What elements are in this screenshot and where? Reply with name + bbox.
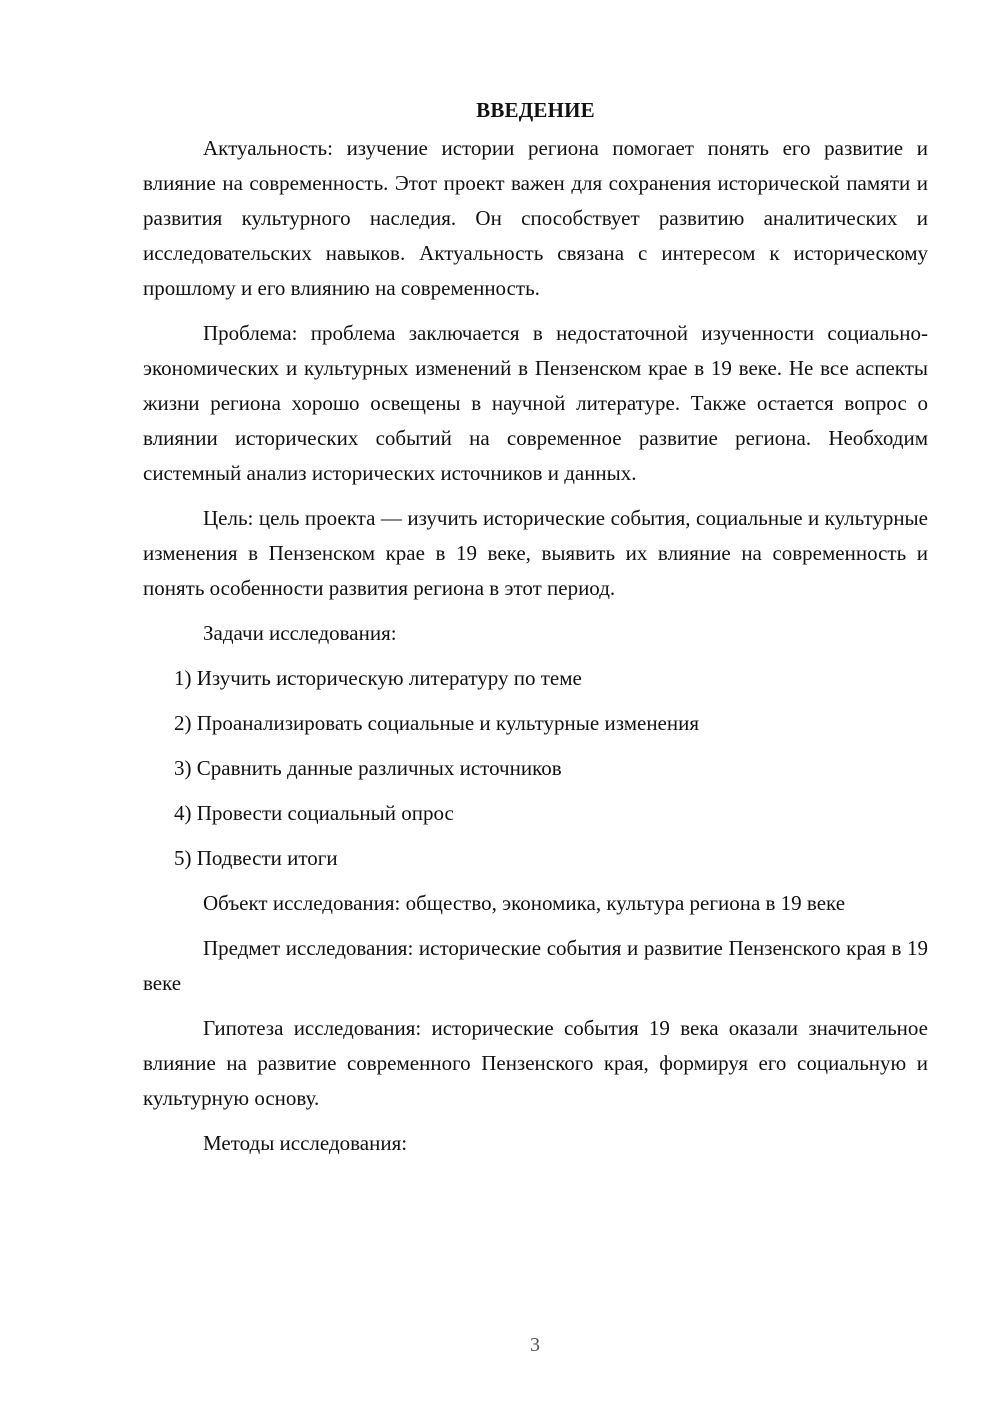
paragraph-problem: Проблема: проблема заключается в недостаточной изученности социально-экономических и культурных изменений в Пензенском крае в 19 веке. Не все аспекты жизни региона хорошо освещены в научной литературе. Также остается вопрос о влиянии исторических событий на современное развитие региона. Необходим системный анализ исторических источников и данных. (143, 321, 928, 485)
list-item: 2) Проанализировать социальные и культурные изменения (174, 711, 700, 735)
spacer (143, 306, 928, 316)
paragraph-object: Объект исследования: общество, экономика, культура региона в 19 веке (203, 891, 846, 915)
spacer (143, 786, 928, 796)
spacer (143, 921, 928, 931)
spacer (143, 876, 928, 886)
tasks-list (143, 661, 928, 876)
page-title: ВВЕДЕНИЕ (476, 98, 595, 122)
spacer (143, 651, 928, 661)
list-item: 1) Изучить историческую литературу по теме (174, 666, 582, 690)
list-item: 4) Провести социальный опрос (174, 801, 454, 825)
spacer (143, 1001, 928, 1011)
spacer (143, 696, 928, 706)
page-number: 3 (530, 1334, 540, 1356)
paragraph-hypothesis: Гипотеза исследования: исторические события 19 века оказали значительное влияние на развитие современного Пензенского края, формируя его социальную и культурную основу. (143, 1016, 928, 1110)
methods-heading: Методы исследования: (203, 1131, 408, 1155)
spacer (143, 1116, 928, 1126)
paragraph-subject: Предмет исследования: исторические события и развитие Пензенского края в 19 веке (143, 936, 928, 995)
spacer (143, 606, 928, 616)
document-page (143, 93, 928, 1161)
list-item: 5) Подвести итоги (174, 846, 338, 870)
spacer (143, 491, 928, 501)
spacer (143, 831, 928, 841)
spacer (143, 741, 928, 751)
list-item: 3) Сравнить данные различных источников (174, 756, 562, 780)
paragraph-relevance: Актуальность: изучение истории региона помогает понять его развитие и влияние на современность. Этот проект важен для сохранения исторической памяти и развития культурного наследия. Он способствует развитию аналитических и исследовательских навыков. Актуальность связана с интересом к историческому прошлому и его влиянию на современность. (143, 136, 928, 300)
tasks-heading: Задачи исследования: (203, 621, 397, 645)
paragraph-goal: Цель: цель проекта — изучить исторические события, социальные и культурные изменения в Пензенском крае в 19 веке, выявить их влияние на современность и понять особенности развития региона в этот период. (143, 506, 928, 600)
